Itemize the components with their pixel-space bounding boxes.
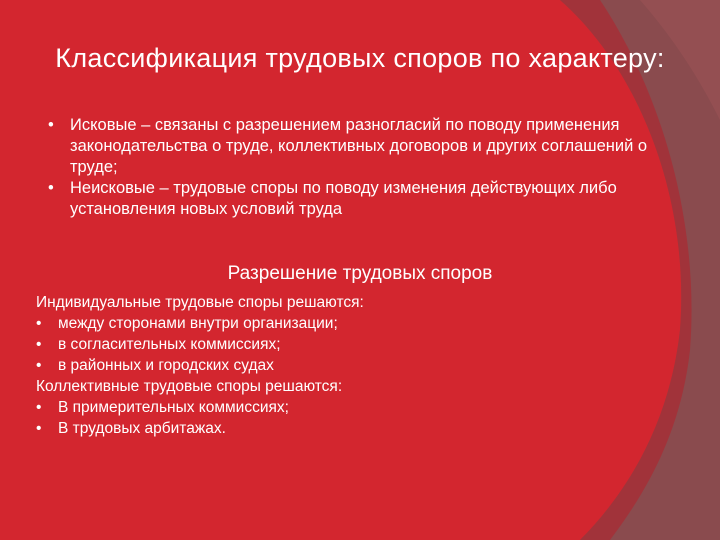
bullet-icon: • [48,116,54,134]
line-text: В трудовых арбитажах. [58,420,226,437]
bullet-icon: • [36,357,42,374]
bullet-icon: • [36,420,42,437]
line-text: В примерительных коммиссиях; [58,399,289,416]
line-text: Индивидуальные трудовые споры решаются: [36,294,364,311]
line-text: в согласительных коммиссиях; [58,336,281,353]
line-text: между сторонами внутри организации; [58,315,338,332]
bullet-icon: • [36,336,42,353]
bullet-icon: • [48,179,54,197]
term-description: – связаны с разрешением разногласий по поводу применения законодательства о труде, коллективных договоров и других соглашений о труде; [70,116,648,176]
slide-title: Классификация трудовых споров по характеру: [55,43,665,73]
term-label: Неисковые [70,179,155,197]
resolution-line [36,418,676,439]
classification-list [48,115,698,220]
term-label: Исковые [70,116,137,134]
term-description: – трудовые споры по поводу изменения действующих либо установления новых условий труда [70,179,617,218]
resolution-line [36,376,676,397]
resolution-line [36,355,676,376]
bullet-icon: • [36,315,42,332]
resolution-line [36,292,676,313]
resolution-line [36,334,676,355]
resolution-line [36,313,676,334]
resolution-list [36,292,676,439]
line-text: Коллективные трудовые споры решаются: [36,378,343,395]
list-item [48,178,698,220]
list-item [48,115,698,178]
section-heading: Разрешение трудовых споров [227,263,493,284]
line-text: в районных и городских судах [58,357,274,374]
bullet-icon: • [36,399,42,416]
resolution-line [36,397,676,418]
